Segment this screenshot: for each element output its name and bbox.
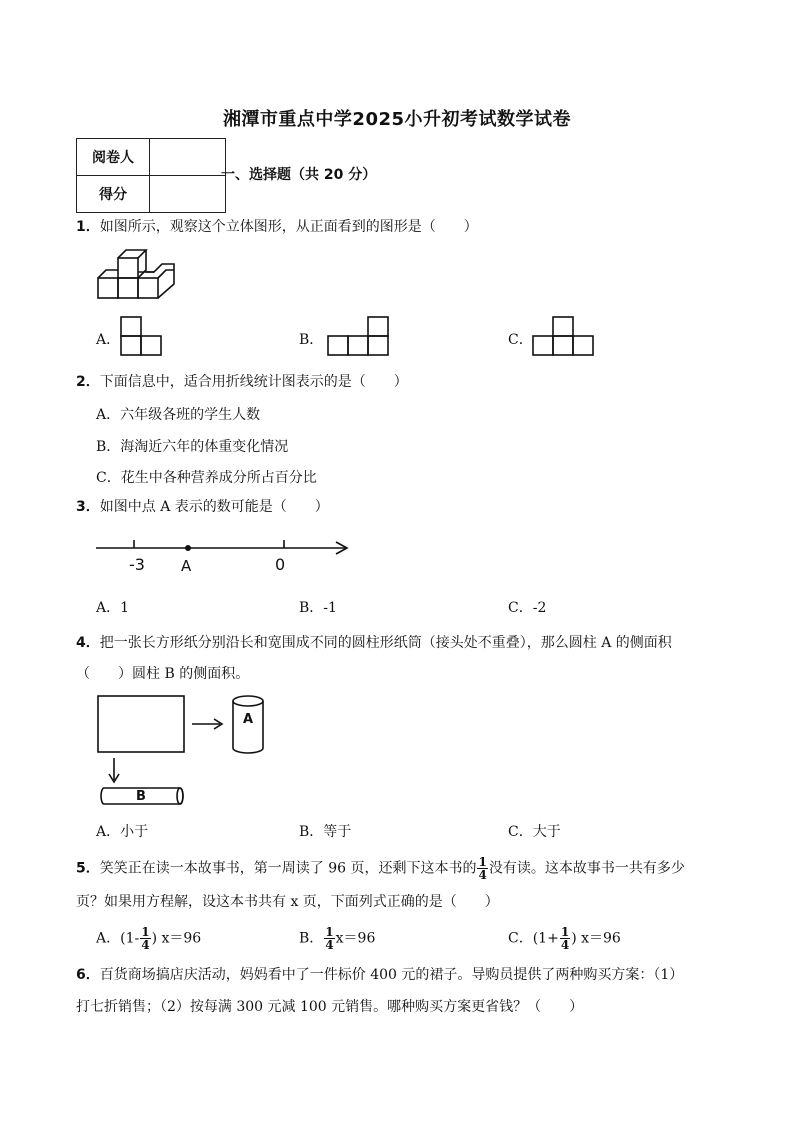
question-number: 6． bbox=[76, 967, 100, 983]
option-expr-end: ) x＝96 bbox=[571, 930, 621, 947]
section-heading: 一、选择题（共 20 分） bbox=[221, 167, 377, 183]
question-text: 笑笑正在读一本故事书，第一周读了 96 页，还剩下这本书的 bbox=[99, 860, 477, 877]
question-text: 下面信息中，适合用折线统计图表示的是（ ） bbox=[99, 374, 408, 390]
question-number: 4． bbox=[76, 635, 100, 651]
score-field[interactable] bbox=[150, 176, 226, 213]
reviewer-label: 阅卷人 bbox=[77, 139, 150, 176]
option-expr-start: (1- bbox=[120, 930, 140, 947]
cylinder-b-label: B bbox=[136, 789, 146, 804]
option-c[interactable]: C．大于 bbox=[508, 824, 561, 840]
option-expr-start: (1+ bbox=[532, 930, 559, 947]
option-c-figure bbox=[532, 316, 596, 356]
fraction bbox=[140, 926, 150, 951]
option-b[interactable]: B．海淘近六年的体重变化情况 bbox=[96, 439, 289, 455]
question-3 bbox=[76, 498, 329, 516]
question-6-line-1 bbox=[76, 966, 683, 984]
question-number: 5． bbox=[76, 860, 100, 877]
option-c[interactable]: C．花生中各种营养成分所占百分比 bbox=[96, 470, 317, 486]
fraction bbox=[477, 856, 487, 881]
option-expr-end: ) x＝96 bbox=[151, 930, 202, 947]
tick-label-zero: 0 bbox=[275, 555, 286, 574]
fraction-denominator: 4 bbox=[141, 938, 150, 952]
question-6-line-2: 打七折销售；（2）按每满 300 元减 100 元销售。哪种购买方案更省钱？（ ） bbox=[76, 999, 584, 1015]
option-b[interactable]: B．-1 bbox=[299, 600, 337, 616]
option-c[interactable]: C． bbox=[508, 332, 533, 348]
fraction bbox=[324, 926, 334, 951]
page-title: 湘潭市重点中学2025小升初考试数学试卷 bbox=[222, 109, 572, 130]
option-c[interactable]: C．-2 bbox=[508, 600, 547, 616]
solid-figure bbox=[96, 244, 178, 302]
question-text: 百货商场搞店庆活动，妈妈看中了一件标价 400 元的裙子。导购员提供了两种购买方案：（1） bbox=[99, 967, 684, 983]
fraction-numerator: 1 bbox=[141, 925, 150, 939]
point-a-label: A bbox=[181, 557, 192, 575]
fraction-numerator: 1 bbox=[325, 925, 334, 939]
question-5-line-2: 页？如果用方程解，设这本书共有 x 页，下面列式正确的是（ ） bbox=[76, 894, 499, 910]
option-a-figure bbox=[120, 316, 164, 356]
question-text: 如图中点 A 表示的数可能是（ ） bbox=[99, 499, 329, 515]
question-text-cont: 没有读。这本故事书一共有多少 bbox=[488, 860, 685, 877]
option-label: A． bbox=[96, 930, 121, 947]
option-a[interactable] bbox=[96, 926, 201, 951]
fraction-denominator: 4 bbox=[560, 938, 570, 952]
score-label: 得分 bbox=[77, 176, 150, 213]
option-a[interactable]: A．六年级各班的学生人数 bbox=[96, 407, 261, 423]
question-2 bbox=[76, 373, 408, 391]
option-a[interactable]: A．小于 bbox=[96, 824, 149, 840]
option-c[interactable] bbox=[508, 926, 621, 951]
fraction-numerator: 1 bbox=[478, 855, 487, 869]
fraction-denominator: 4 bbox=[325, 938, 334, 952]
option-b[interactable]: B．等于 bbox=[299, 824, 352, 840]
point-a-dot bbox=[185, 545, 191, 551]
grade-table bbox=[76, 138, 226, 213]
cylinder-figure bbox=[96, 692, 268, 810]
question-4-line-2: （ ）圆柱 B 的侧面积。 bbox=[76, 666, 250, 682]
question-number: 2． bbox=[76, 374, 100, 390]
fraction-denominator: 4 bbox=[478, 868, 487, 882]
question-1 bbox=[76, 218, 478, 236]
reviewer-field[interactable] bbox=[150, 139, 226, 176]
option-label: B． bbox=[299, 930, 324, 947]
question-4-line-1 bbox=[76, 634, 672, 652]
cylinder-a-label: A bbox=[243, 712, 254, 727]
question-text: 如图所示，观察这个立体图形，从正面看到的图形是（ ） bbox=[99, 219, 478, 235]
option-label: C． bbox=[508, 930, 533, 947]
option-b-figure bbox=[327, 316, 391, 356]
question-number: 1． bbox=[76, 219, 100, 235]
question-number: 3． bbox=[76, 499, 100, 515]
option-expr-end: x＝96 bbox=[335, 930, 376, 947]
question-text: 把一张长方形纸分别沿长和宽围成不同的圆柱形纸筒（接头处不重叠），那么圆柱 A 的侧面积 bbox=[99, 635, 672, 651]
fraction-numerator: 1 bbox=[560, 925, 570, 939]
option-a[interactable]: A． bbox=[96, 332, 121, 348]
question-5-line-1 bbox=[76, 856, 685, 881]
tick-label-minus3: -3 bbox=[129, 555, 145, 574]
option-b[interactable]: B． bbox=[299, 332, 324, 348]
fraction bbox=[560, 926, 570, 951]
option-a[interactable]: A．1 bbox=[96, 600, 130, 616]
option-b[interactable] bbox=[299, 926, 375, 951]
